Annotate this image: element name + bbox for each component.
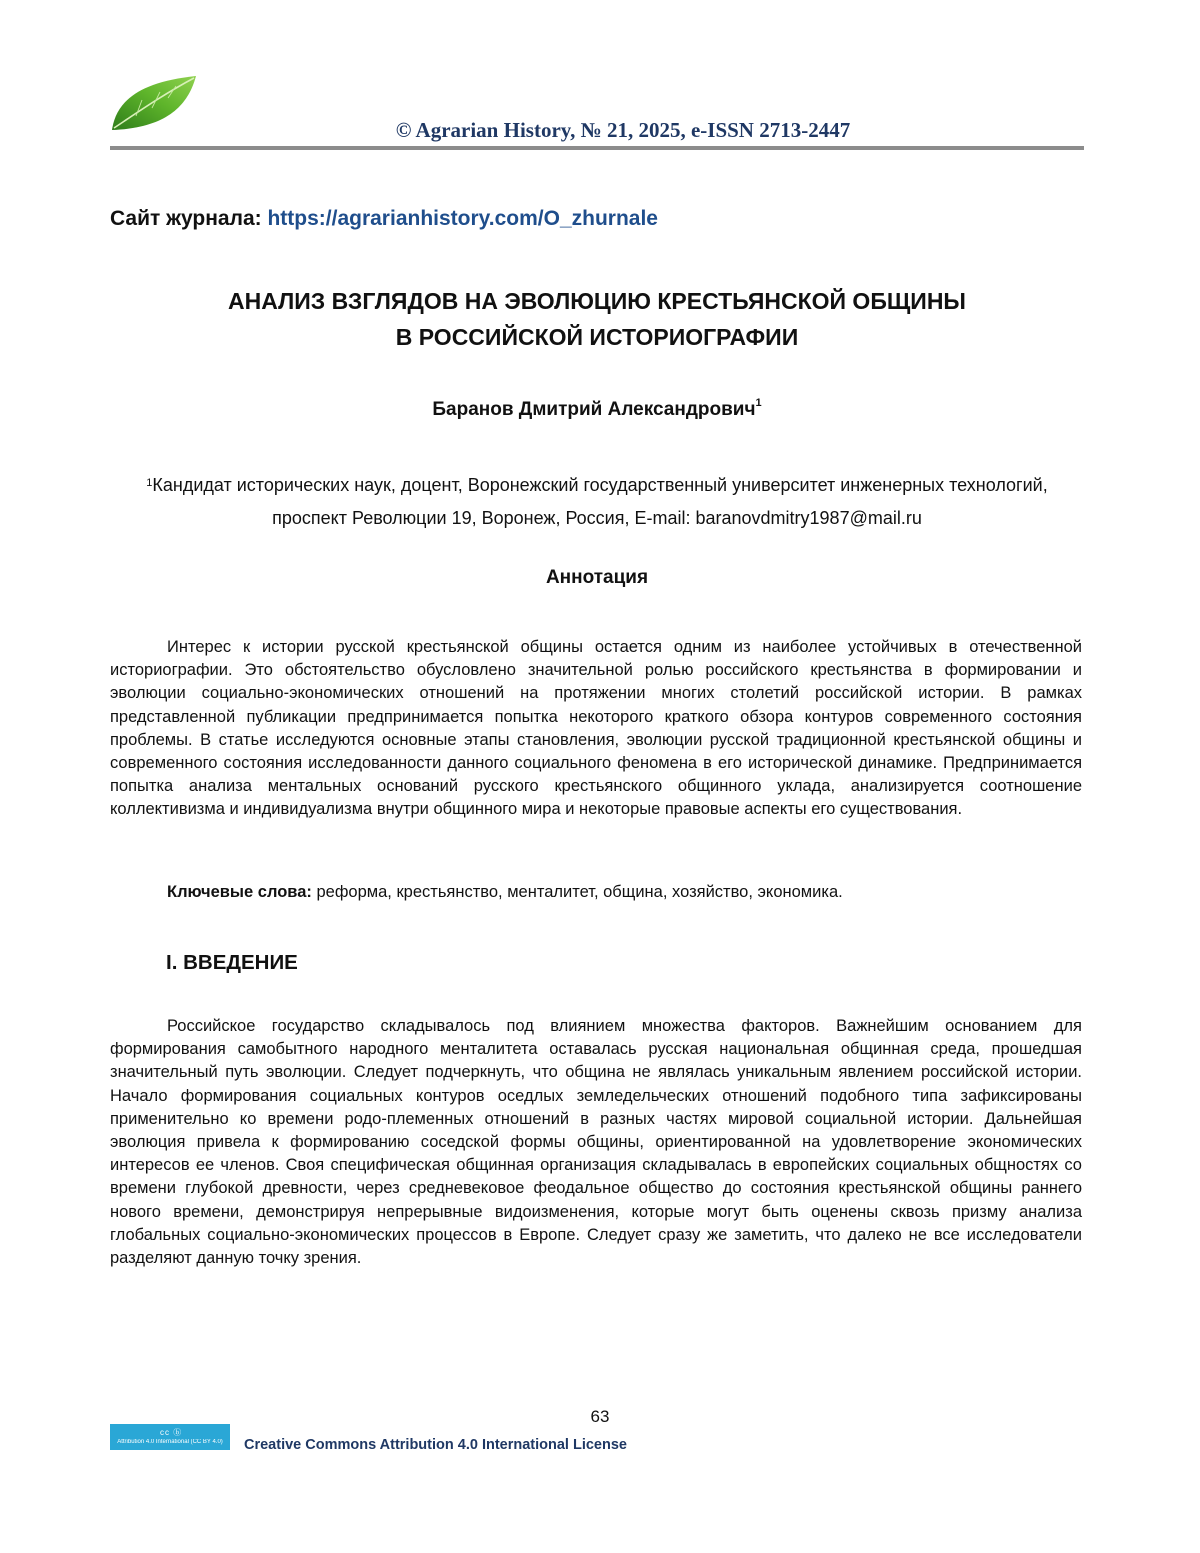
- affiliation-text: Кандидат исторических наук, доцент, Воронежский государственный университет инженерных технологий, проспект Революции 19, Воронеж, Россия, E-mail: baranovdmitry1987@mail.ru: [152, 475, 1048, 528]
- title-line-1: АНАЛИЗ ВЗГЛЯДОВ НА ЭВОЛЮЦИЮ КРЕСТЬЯНСКОЙ ОБЩИНЫ: [228, 288, 966, 314]
- license-text: Creative Commons Attribution 4.0 International License: [244, 1437, 627, 1453]
- author-sup: 1: [755, 397, 762, 409]
- introduction-paragraph: Российское государство складывалось под влиянием множества факторов. Важнейшим основанием для формирования самобытного народного менталитета оставалась русская национальная общинная среда, прошедшая значительный путь эволюции. Следует подчеркнуть, что община не являлась уникальным явлением российской истории. Начало формирования социальных контуров оседлых земледельческих отношений подобного типа зафиксированы применительно ко времени родо-племенных отношений в разных частях мировой социальной истории. Дальнейшая эволюция привела к формированию соседской формы общины, ориентированной на удовлетворение экономических интересов ее членов. Своя специфическая общинная организация складывалась в европейских социальных общностях со времени глубокой древности, через средневековое феодальное общество до состояния крестьянской общины раннего нового времени, демонстрируя непрерывные видоизменения, которые могут быть оценены сквозь призму анализа глобальных социально-экономических процессов в Европе. Следует сразу же заметить, что далеко не все исследователи разделяют данную точку зрения.: [110, 1017, 1082, 1268]
- author-affiliation: [110, 469, 1084, 535]
- affiliation-sup: 1: [146, 477, 153, 489]
- keywords-text: реформа, крестьянство, менталитет, община, хозяйство, экономика.: [316, 883, 843, 901]
- section-heading-introduction: I. ВВЕДЕНИЕ: [166, 951, 298, 974]
- site-link[interactable]: https://agrarianhistory.com/O_zhurnale: [267, 207, 658, 230]
- cc-badge-symbols: cc ⓑ: [160, 1428, 183, 1437]
- author-name: [110, 399, 1084, 421]
- abstract-heading: Аннотация: [545, 567, 649, 588]
- cc-badge-text: Attribution 4.0 International (CC BY 4.0): [117, 1439, 223, 1445]
- author-name-text: Баранов Дмитрий Александрович: [432, 399, 756, 420]
- journal-site-line: [110, 207, 658, 231]
- article-title: [110, 283, 1084, 355]
- journal-header-line: © Agrarian History, № 21, 2025, e-ISSN 2713-2447: [395, 118, 851, 142]
- header-rule: [110, 146, 1084, 150]
- site-label: Сайт журнала:: [110, 207, 262, 230]
- page-number: 63: [590, 1407, 610, 1426]
- keywords-line: [167, 881, 843, 904]
- cc-by-badge[interactable]: [110, 1424, 230, 1450]
- keywords-label: Ключевые слова:: [167, 883, 312, 901]
- title-line-2: В РОССИЙСКОЙ ИСТОРИОГРАФИИ: [395, 324, 799, 350]
- abstract-text: Интерес к истории русской крестьянской общины остается одним из наиболее устойчивых в отечественной историографии. Это обстоятельство обусловлено значительной ролью российского крестьянства в формировании и эволюции социально-экономических отношений на протяжении многих столетий российской истории. В рамках представленной публикации предпринимается попытка некоторого краткого обзора контуров современного состояния проблемы. В статье исследуются основные этапы становления, эволюции русской традиционной крестьянской общины и современного состояния исследованности данного социального феномена в его исторической динамике. Предпринимается попытка анализа ментальных оснований русского крестьянского общинного уклада, анализируется соотношение коллективизма и индивидуализма внутри общинного мира и некоторые правовые аспекты его существования.: [110, 638, 1082, 819]
